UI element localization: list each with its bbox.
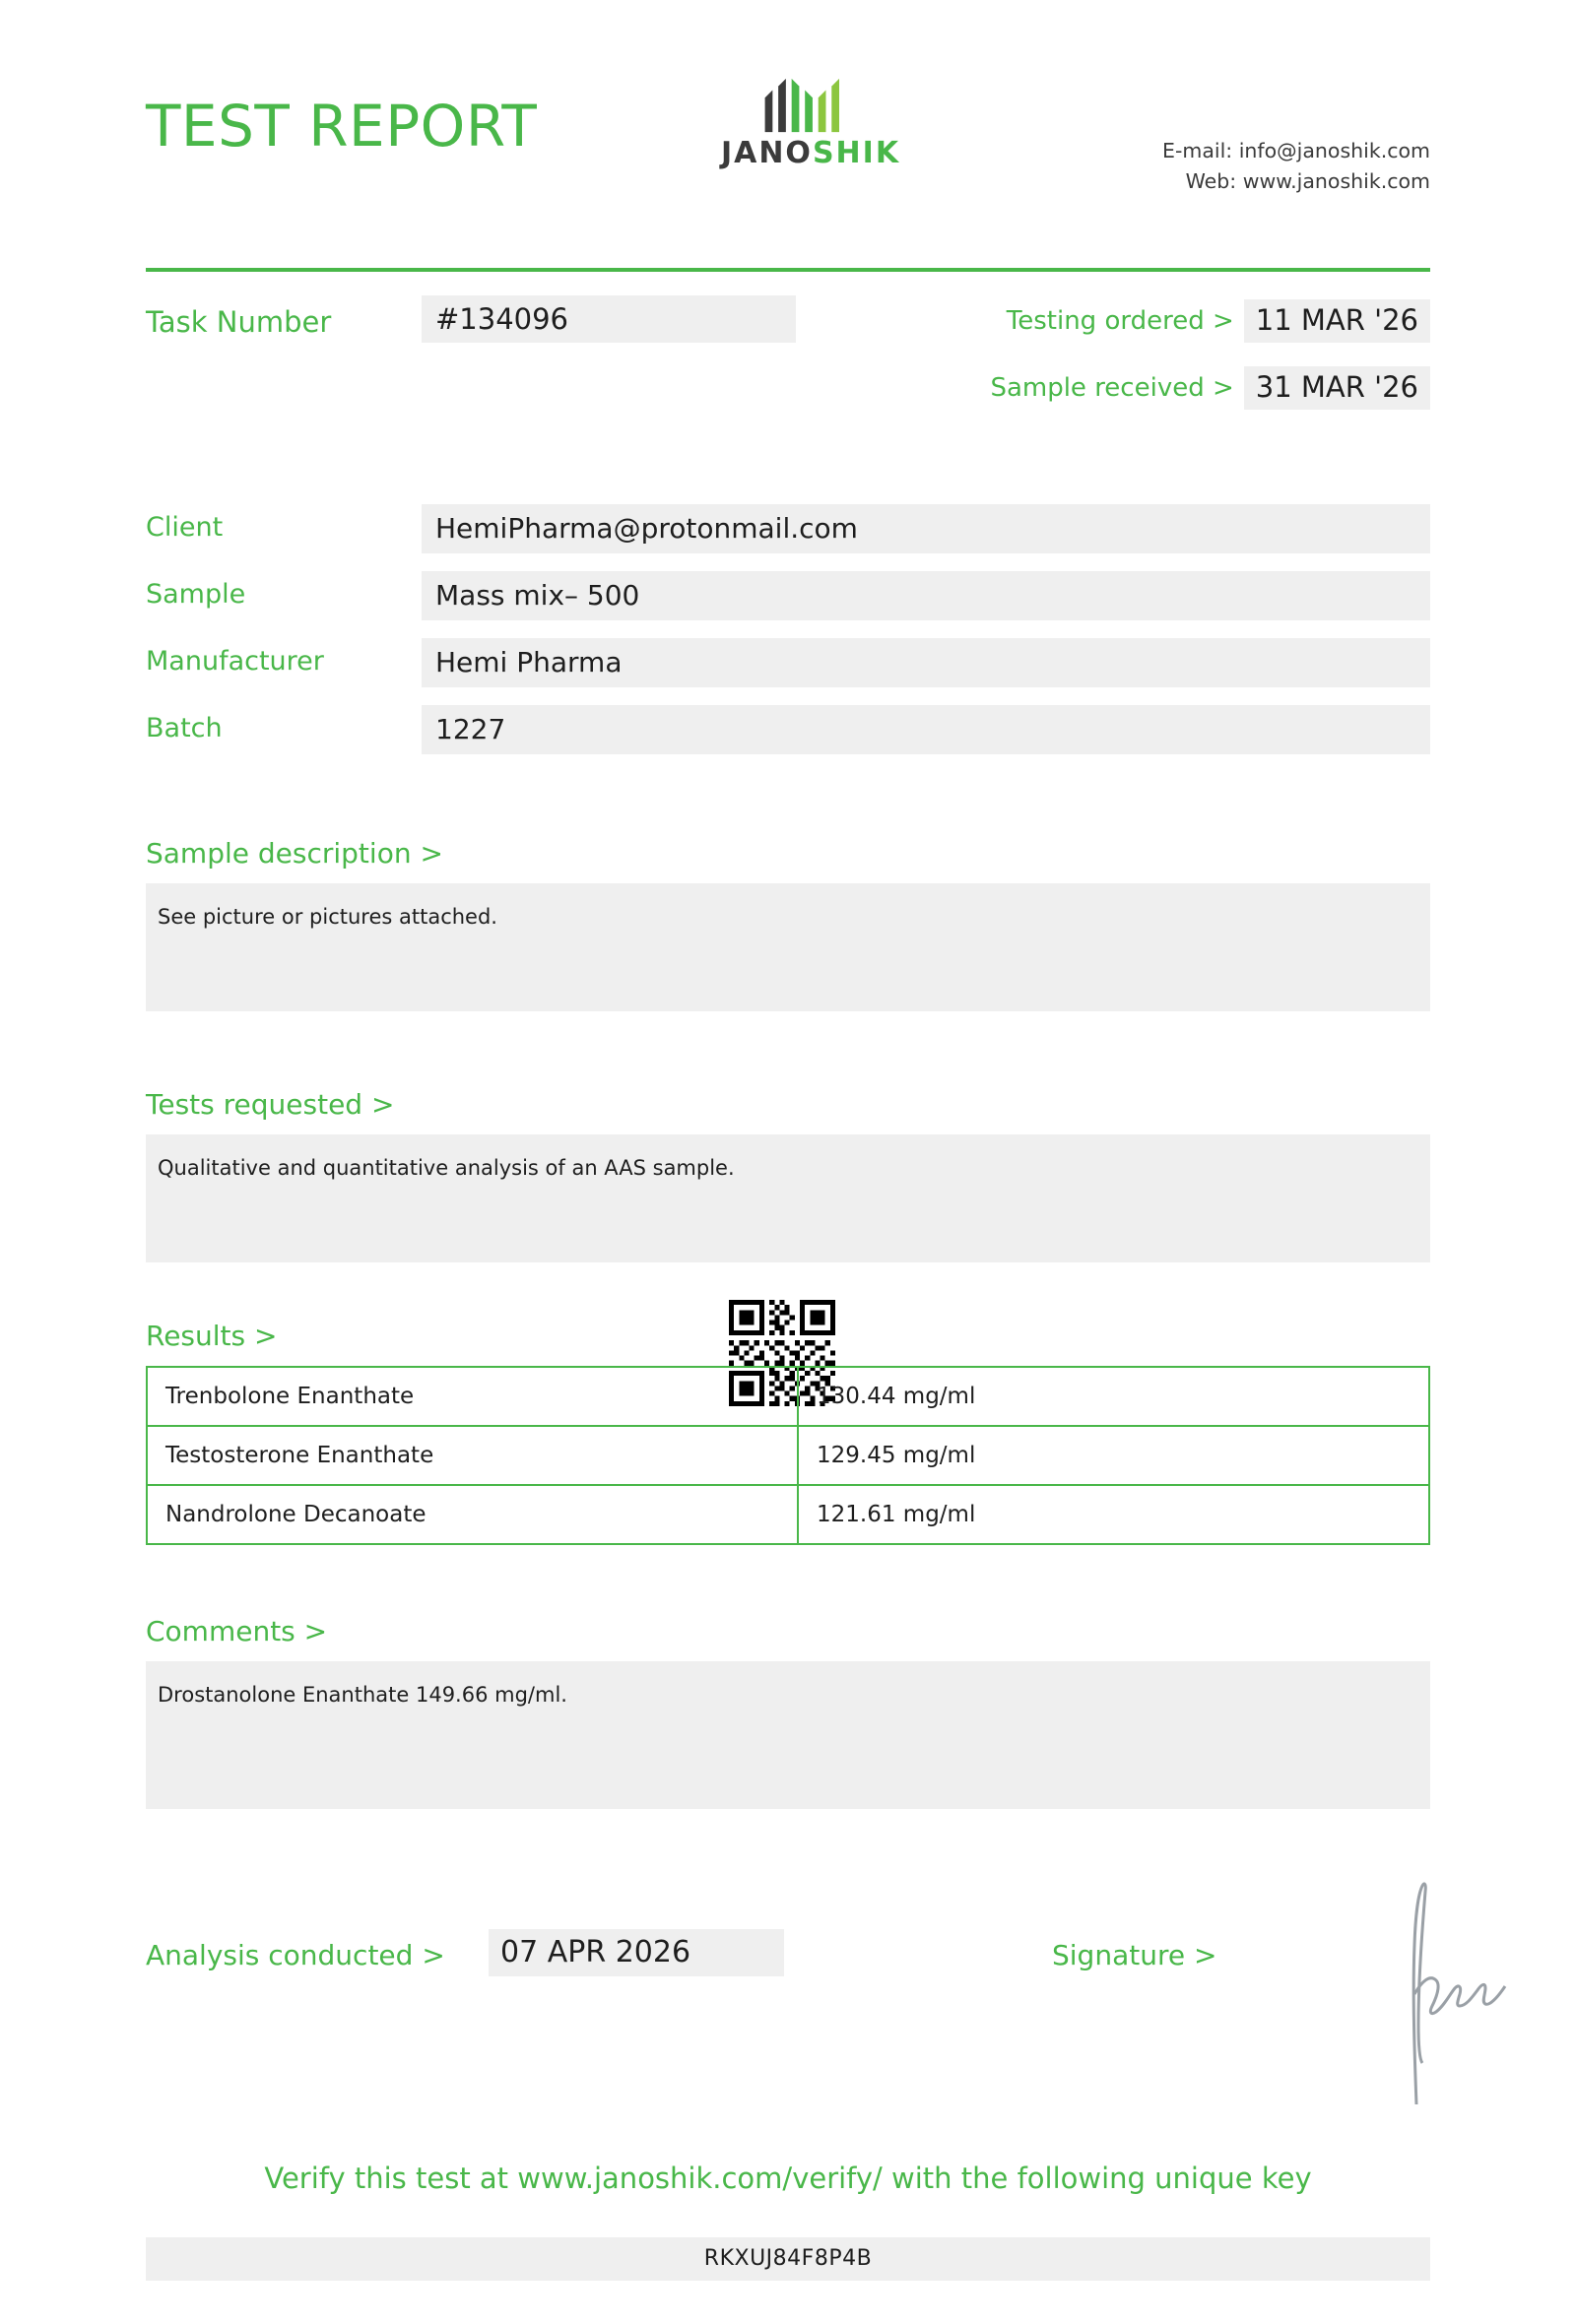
- result-name: Nandrolone Decanoate: [147, 1485, 798, 1544]
- tests-requested-heading: Tests requested >: [146, 1088, 395, 1121]
- analysis-conducted-date: 07 APR 2026: [489, 1929, 784, 1976]
- info-value-batch: 1227: [422, 705, 1430, 754]
- logo-mountain-icon: [754, 77, 868, 134]
- verify-text: Verify this test at www.janoshik.com/verify/ with the following unique key: [264, 2162, 1312, 2195]
- page-title: TEST REPORT: [146, 93, 538, 160]
- sample-received-value: 31 MAR '26: [1244, 366, 1430, 410]
- table-row: [147, 1485, 1429, 1544]
- task-number-label: Task Number: [146, 305, 332, 339]
- sample-description-section: [146, 837, 1430, 1011]
- result-name: Trenbolone Enanthate: [147, 1367, 798, 1426]
- logo-word-shik: SHIK: [812, 136, 901, 170]
- logo-wordmark: [697, 136, 924, 170]
- sample-description-text: See picture or pictures attached.: [146, 883, 1430, 1011]
- table-row: [147, 1426, 1429, 1485]
- info-block: [146, 504, 1430, 772]
- info-row-batch: [146, 705, 1430, 754]
- task-row: [146, 295, 1430, 404]
- info-row-sample: [146, 571, 1430, 620]
- header-divider: [146, 268, 1430, 272]
- info-label-manufacturer: Manufacturer: [146, 646, 324, 677]
- table-row: [147, 1367, 1429, 1426]
- task-number-value: #134096: [422, 295, 796, 343]
- result-value: 129.45 mg/ml: [798, 1426, 1429, 1485]
- comments-section: [146, 1615, 1430, 1809]
- info-row-client: [146, 504, 1430, 553]
- info-row-manufacturer: [146, 638, 1430, 687]
- signature-label: Signature >: [1052, 1939, 1217, 1971]
- sample-description-heading: Sample description >: [146, 837, 443, 870]
- sample-received-row: [990, 366, 1430, 410]
- results-table: [146, 1366, 1430, 1545]
- contact-web: Web: www.janoshik.com: [1185, 169, 1430, 193]
- analysis-footer: [146, 1925, 1430, 2014]
- unique-key: RKXUJ84F8P4B: [146, 2237, 1430, 2281]
- testing-ordered-value: 11 MAR '26: [1244, 299, 1430, 343]
- info-label-batch: Batch: [146, 713, 223, 743]
- info-label-client: Client: [146, 512, 224, 543]
- contact-email: E-mail: info@janoshik.com: [1162, 139, 1430, 162]
- signature-image: [1357, 1876, 1535, 2112]
- tests-requested-section: [146, 1088, 1430, 1262]
- testing-ordered-row: [1007, 299, 1430, 343]
- report-header: [146, 0, 1430, 193]
- result-name: Testosterone Enanthate: [147, 1426, 798, 1485]
- comments-text: Drostanolone Enanthate 149.66 mg/ml.: [146, 1661, 1430, 1809]
- info-value-manufacturer: Hemi Pharma: [422, 638, 1430, 687]
- info-label-sample: Sample: [146, 579, 246, 610]
- logo-word-jano: JANO: [720, 136, 813, 170]
- info-value-sample: Mass mix– 500: [422, 571, 1430, 620]
- testing-ordered-label: Testing ordered >: [1006, 306, 1234, 336]
- tests-requested-text: Qualitative and quantitative analysis of an AAS sample.: [146, 1134, 1430, 1262]
- janoshik-logo: [697, 77, 924, 170]
- results-section: [146, 1320, 1430, 1545]
- info-value-client: HemiPharma@protonmail.com: [422, 504, 1430, 553]
- result-value: 130.44 mg/ml: [798, 1367, 1429, 1426]
- analysis-conducted-label: Analysis conducted >: [146, 1939, 445, 1971]
- contact-block: [1162, 136, 1430, 197]
- results-heading: Results >: [146, 1320, 278, 1352]
- comments-heading: Comments >: [146, 1615, 328, 1647]
- sample-received-label: Sample received >: [990, 373, 1234, 403]
- result-value: 121.61 mg/ml: [798, 1485, 1429, 1544]
